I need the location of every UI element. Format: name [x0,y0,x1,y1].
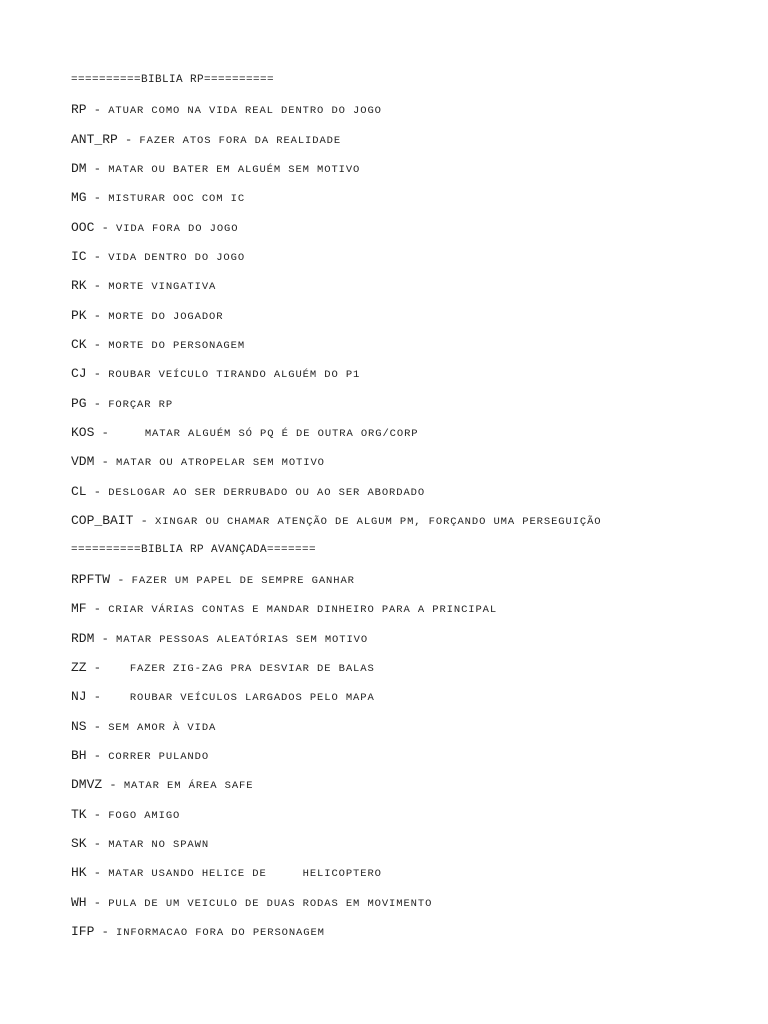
entry-separator: - [86,602,109,617]
entry-separator: - [86,191,109,206]
entry-description: MATAR USANDO HELICE DE HELICOPTERO [108,868,382,881]
entry-separator: - [86,484,109,499]
glossary-entry [71,453,751,482]
glossary-entry [71,776,751,805]
entry-separator: - [110,572,132,587]
entry-separator: - [86,338,109,353]
entry-separator: - [86,103,109,118]
entry-separator: - [94,924,117,939]
glossary-entry [71,277,751,306]
glossary-entry [71,512,751,541]
entry-description: MATAR OU BATER EM ALGUÉM SEM MOTIVO [108,164,361,177]
glossary-entry [71,424,751,453]
entry-separator: - [86,807,109,822]
entry-abbreviation: DMVZ [71,777,103,793]
entry-separator: - [86,162,109,177]
entry-abbreviation: OOC [71,219,95,235]
entry-separator: - [86,836,109,851]
entry-abbreviation: BH [71,747,87,763]
entry-separator: - [86,367,109,382]
entry-abbreviation: PG [71,395,87,411]
entry-separator: - [94,631,117,646]
entry-abbreviation: CK [71,337,87,353]
glossary-entry [71,923,751,952]
entry-description: FAZER ZIG-ZAG PRA DESVIAR DE BALAS [129,662,375,675]
entry-separator: - [86,660,130,675]
entry-abbreviation: RP [71,102,87,118]
glossary-entry [71,659,751,688]
entry-separator: - [86,279,109,294]
entry-separator: - [133,514,156,529]
entry-abbreviation: COP_BAIT [71,513,134,529]
entry-description: CORRER PULANDO [108,750,210,763]
glossary-entry [71,835,751,864]
glossary-entry [71,365,751,394]
glossary-entry [71,307,751,336]
entry-description: MATAR OU ATROPELAR SEM MOTIVO [116,457,325,470]
entry-abbreviation: RK [71,278,87,294]
entry-abbreviation: IFP [71,923,95,939]
entry-separator: - [86,308,109,323]
entry-description: XINGAR OU CHAMAR ATENÇÃO DE ALGUM PM, FORÇANDO UMA PERSEGUIÇÃO [155,516,602,529]
entry-separator: - [86,396,109,411]
glossary-entry [71,189,751,218]
entry-description: MATAR NO SPAWN [108,838,210,851]
entry-description: INFORMACAO FORA DO PERSONAGEM [116,926,325,939]
glossary-entry [71,630,751,659]
entry-abbreviation: KOS [71,425,95,441]
glossary-entry [71,131,751,160]
entry-description: FAZER UM PAPEL DE SEMPRE GANHAR [131,574,355,587]
entry-abbreviation: RDM [71,630,95,646]
entry-description: FAZER ATOS FORA DA REALIDADE [139,134,342,147]
entry-abbreviation: HK [71,865,87,881]
entry-description: VIDA DENTRO DO JOGO [108,252,246,265]
entry-description: MISTURAR OOC COM IC [108,193,246,206]
document-body [71,72,751,952]
entry-description: CRIAR VÁRIAS CONTAS E MANDAR DINHEIRO PARA A PRINCIPAL [108,604,498,617]
entry-separator: - [102,778,124,793]
entry-separator: - [117,132,140,147]
glossary-entry [71,336,751,365]
entry-abbreviation: CL [71,483,87,499]
glossary-entry [71,101,751,130]
entry-description: VIDA FORA DO JOGO [116,222,239,235]
entry-separator: - [86,250,109,265]
glossary-entry [71,248,751,277]
entry-description: MORTE DO PERSONAGEM [108,340,246,353]
entry-separator: - [86,690,130,705]
glossary-entry [71,395,751,424]
entry-description: ROUBAR VEÍCULOS LARGADOS PELO MAPA [129,692,375,705]
glossary-entry [71,160,751,189]
entry-abbreviation: RPFTW [71,571,111,587]
entry-separator: - [94,220,117,235]
entry-abbreviation: CJ [71,366,87,382]
entry-description: MORTE VINGATIVA [108,281,217,294]
entry-abbreviation: SK [71,835,87,851]
entry-description: MATAR EM ÁREA SAFE [123,780,254,793]
entry-abbreviation: MF [71,601,87,617]
entry-abbreviation: VDM [71,454,95,470]
glossary-entry [71,864,751,893]
entry-description: ATUAR COMO NA VIDA REAL DENTRO DO JOGO [108,105,382,118]
entry-separator: - [86,895,109,910]
entry-description: ROUBAR VEÍCULO TIRANDO ALGUÉM DO P1 [108,369,361,382]
entry-separator: - [94,426,145,441]
glossary-entry [71,219,751,248]
entry-abbreviation: PK [71,307,87,323]
entry-abbreviation: ANT_RP [71,131,118,147]
entry-separator: - [94,455,117,470]
entry-abbreviation: NJ [71,689,87,705]
glossary-entry [71,688,751,717]
entry-description: FOGO AMIGO [108,809,181,822]
entry-description: DESLOGAR AO SER DERRUBADO OU AO SER ABORDADO [108,486,426,499]
entry-description: PULA DE UM VEICULO DE DUAS RODAS EM MOVIMENTO [108,897,433,910]
entry-description: MATAR PESSOAS ALEATÓRIAS SEM MOTIVO [116,633,369,646]
entry-abbreviation: TK [71,806,87,822]
glossary-entry [71,600,751,629]
glossary-entry [71,483,751,512]
entry-abbreviation: ZZ [71,659,87,675]
glossary-entry [71,571,751,600]
entry-description: MORTE DO JOGADOR [108,310,224,323]
entry-separator: - [86,748,109,763]
glossary-entry [71,718,751,747]
section-heading: ==========BIBLIA RP========== [71,74,275,86]
entry-abbreviation: NS [71,718,87,734]
entry-abbreviation: MG [71,190,87,206]
entry-description: FORÇAR RP [108,398,174,411]
entry-description: MATAR ALGUÉM SÓ PQ É DE OUTRA ORG/CORP [144,428,419,441]
entry-abbreviation: DM [71,161,87,177]
entry-description: SEM AMOR À VIDA [108,721,217,734]
entry-separator: - [86,866,109,881]
entry-abbreviation: WH [71,894,87,910]
entry-separator: - [86,719,109,734]
glossary-entry [71,747,751,776]
glossary-entry [71,806,751,835]
entry-abbreviation: IC [71,249,87,265]
section-heading: ==========BIBLIA RP AVANÇADA======= [71,543,317,556]
glossary-entry [71,894,751,923]
